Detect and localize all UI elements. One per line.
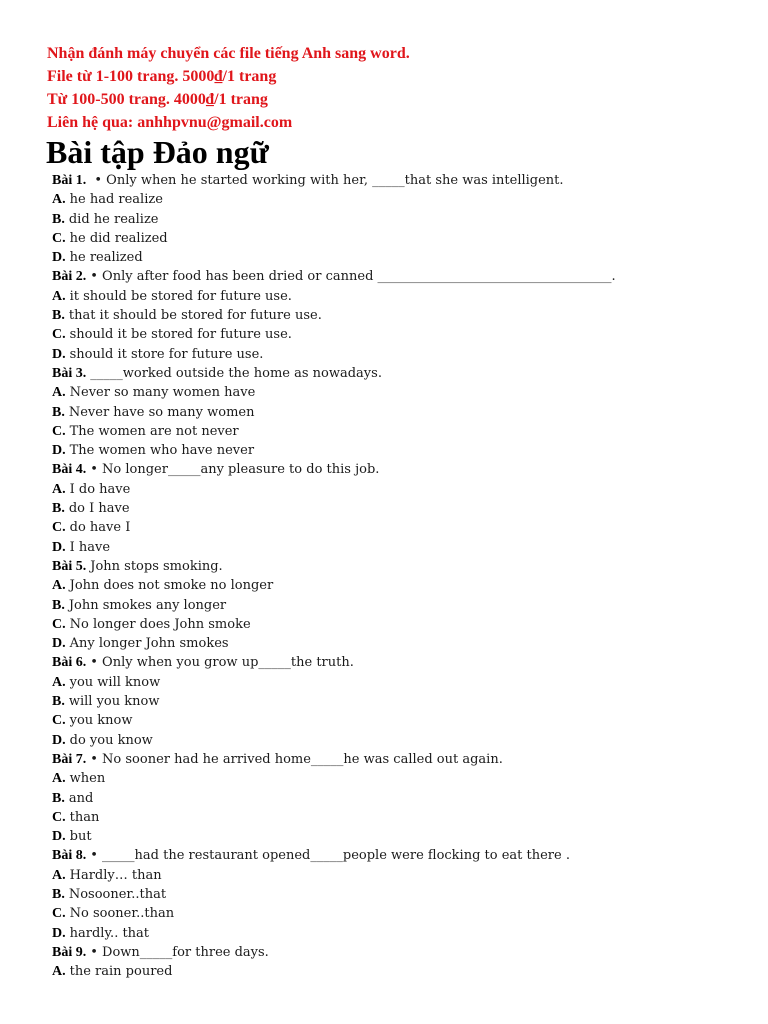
option-text: I do have: [69, 481, 131, 497]
option-d: [52, 248, 752, 267]
option-b: [52, 692, 752, 711]
option-a: [52, 480, 752, 499]
option-text: The women who have never: [69, 443, 255, 459]
option-text: No longer does John smoke: [69, 616, 251, 632]
option-letter: C.: [52, 230, 66, 246]
option-letter: A.: [52, 674, 66, 690]
option-text: should it be stored for future use.: [69, 327, 292, 343]
option-d: [52, 827, 752, 846]
question-text: • Only when he started working with her, _____that she was intelligent.: [90, 173, 564, 188]
option-letter: A.: [52, 192, 66, 208]
option-letter: A.: [52, 481, 66, 497]
option-text: John smokes any longer: [68, 597, 227, 613]
option-c: [52, 325, 752, 344]
option-c: [52, 615, 752, 634]
option-text: he realized: [69, 250, 143, 266]
option-b: [52, 885, 752, 904]
option-text: but: [69, 829, 92, 845]
option-text: Hardly… than: [69, 867, 162, 883]
option-c: [52, 904, 752, 923]
option-letter: A.: [52, 964, 66, 980]
option-b: [52, 306, 752, 325]
option-text: he had realize: [69, 192, 163, 208]
option-letter: A.: [52, 867, 66, 883]
option-text: Never so many women have: [69, 385, 256, 401]
option-letter: C.: [52, 423, 66, 439]
option-d: [52, 634, 752, 653]
option-letter: D.: [52, 925, 66, 941]
option-text: Any longer John smokes: [69, 636, 229, 652]
question-7: [52, 750, 752, 769]
option-a: [52, 287, 752, 306]
option-letter: B.: [52, 404, 65, 420]
question-2: [52, 267, 752, 286]
option-text: Nosooner..that: [68, 886, 167, 902]
option-letter: B.: [52, 790, 65, 806]
question-6: [52, 653, 752, 672]
option-text: did he realize: [68, 211, 159, 227]
option-letter: D.: [52, 732, 66, 748]
option-text: the rain poured: [69, 964, 173, 980]
question-label: Bài 1.: [52, 173, 87, 188]
option-text: he did realized: [69, 230, 168, 246]
option-letter: D.: [52, 829, 66, 845]
option-c: [52, 808, 752, 827]
option-letter: B.: [52, 597, 65, 613]
option-a: [52, 769, 752, 788]
question-text: • No sooner had he arrived home_____he was called out again.: [90, 751, 503, 767]
option-c: [52, 518, 752, 537]
option-letter: B.: [52, 694, 65, 710]
option-letter: B.: [52, 501, 65, 517]
option-letter: C.: [52, 713, 66, 729]
option-b: [52, 403, 752, 422]
option-a: [52, 962, 752, 981]
question-text: • Only when you grow up_____the truth.: [90, 655, 354, 671]
option-text: that it should be stored for future use.: [68, 308, 322, 324]
option-letter: C.: [52, 809, 66, 825]
question-text: • Down_____for three days.: [90, 944, 269, 960]
question-label: Bài 7.: [52, 751, 87, 767]
question-label: Bài 3.: [52, 365, 87, 381]
option-letter: D.: [52, 539, 66, 555]
option-text: will you know: [68, 694, 160, 710]
option-text: No sooner..than: [69, 906, 175, 922]
option-letter: A.: [52, 578, 66, 594]
option-letter: C.: [52, 327, 66, 343]
option-text: and: [68, 790, 94, 806]
question-9: [52, 943, 752, 962]
option-text: you know: [69, 713, 133, 729]
page-title: Bài tập Đảo ngữ: [46, 134, 269, 170]
option-a: [52, 576, 752, 595]
option-text: you will know: [69, 674, 161, 690]
option-d: [52, 731, 752, 750]
option-c: [52, 422, 752, 441]
option-letter: C.: [52, 616, 66, 632]
question-text: • Only after food has been dried or canned ____________________________________.: [90, 269, 616, 285]
option-letter: D.: [52, 250, 66, 266]
option-text: it should be stored for future use.: [69, 288, 292, 304]
option-c: [52, 711, 752, 730]
question-label: Bài 8.: [52, 848, 87, 864]
option-text: The women are not never: [69, 423, 239, 439]
advertisement-header: [47, 42, 410, 134]
option-text: hardly.. that: [69, 925, 150, 941]
option-text: do have I: [69, 520, 131, 536]
option-a: [52, 383, 752, 402]
option-text: I have: [69, 539, 111, 555]
option-text: Never have so many women: [68, 404, 255, 420]
question-text: • _____had the restaurant opened_____people were flocking to eat there .: [90, 848, 570, 864]
question-text: • No longer_____any pleasure to do this job.: [90, 462, 380, 478]
exercise-list: [52, 171, 752, 981]
option-b: [52, 789, 752, 808]
question-text: John stops smoking.: [90, 558, 223, 574]
option-text: John does not smoke no longer: [69, 578, 274, 594]
option-letter: D.: [52, 443, 66, 459]
header-line-4: Liên hệ qua: anhhpvnu@gmail.com: [47, 114, 293, 131]
question-label: Bài 4.: [52, 462, 87, 478]
question-label: Bài 2.: [52, 269, 87, 285]
option-b: [52, 210, 752, 229]
option-text: than: [69, 809, 100, 825]
option-b: [52, 499, 752, 518]
question-label: Bài 6.: [52, 655, 87, 671]
question-4: [52, 460, 752, 479]
option-text: should it store for future use.: [69, 346, 264, 362]
option-a: [52, 190, 752, 209]
option-a: [52, 866, 752, 885]
option-text: do you know: [69, 732, 153, 748]
option-text: do I have: [68, 501, 130, 517]
option-letter: C.: [52, 520, 66, 536]
option-d: [52, 538, 752, 557]
option-letter: B.: [52, 308, 65, 324]
option-letter: D.: [52, 636, 66, 652]
question-1: [52, 171, 752, 190]
option-letter: A.: [52, 385, 66, 401]
option-d: [52, 441, 752, 460]
question-label: Bài 9.: [52, 944, 87, 960]
option-text: when: [69, 771, 106, 787]
option-b: [52, 596, 752, 615]
option-letter: D.: [52, 346, 66, 362]
option-letter: A.: [52, 771, 66, 787]
question-text: _____worked outside the home as nowadays.: [90, 365, 382, 381]
option-letter: B.: [52, 886, 65, 902]
question-8: [52, 846, 752, 865]
question-5: [52, 557, 752, 576]
option-d: [52, 345, 752, 364]
header-line-3: Từ 100-500 trang. 4000₫/1 trang: [47, 91, 268, 108]
question-3: [52, 364, 752, 383]
header-line-2: File từ 1-100 trang. 5000₫/1 trang: [47, 68, 277, 85]
option-a: [52, 673, 752, 692]
header-line-1: Nhận đánh máy chuyển các file tiếng Anh sang word.: [47, 45, 410, 62]
option-letter: A.: [52, 288, 66, 304]
question-label: Bài 5.: [52, 558, 87, 574]
option-c: [52, 229, 752, 248]
option-letter: B.: [52, 211, 65, 227]
option-d: [52, 924, 752, 943]
option-letter: C.: [52, 906, 66, 922]
